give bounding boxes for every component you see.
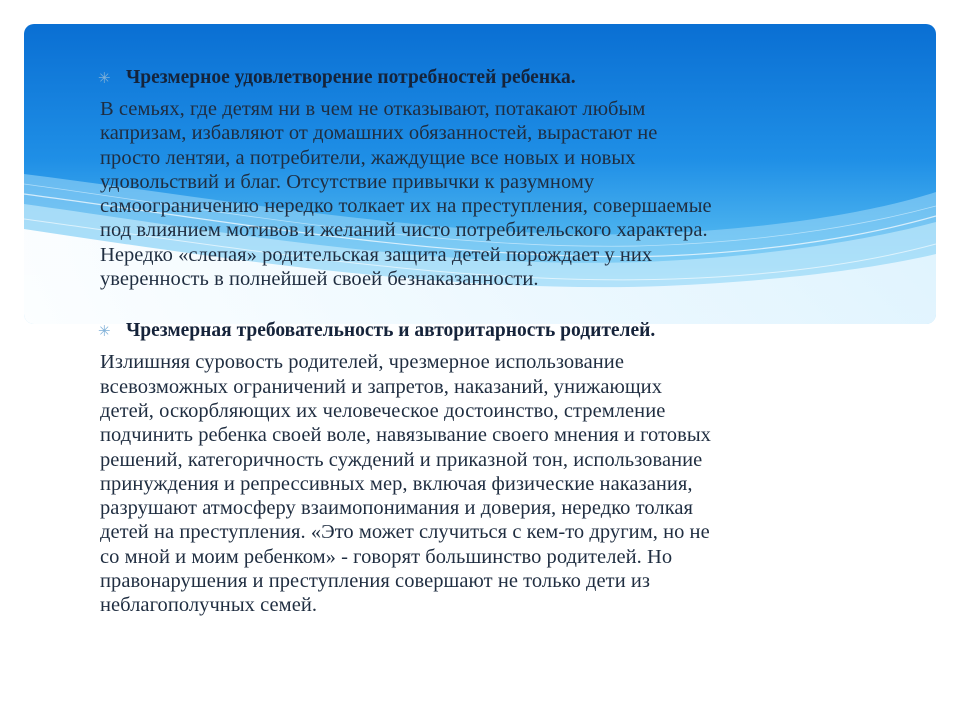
section-overindulgence — [100, 64, 870, 291]
slide-content — [100, 64, 870, 618]
section-authoritarianism — [100, 317, 870, 617]
asterisk-bullet-icon: ✳ — [98, 71, 111, 87]
section-heading: Чрезмерное удовлетворение потребностей ребенка. — [126, 67, 576, 88]
section-heading-row — [100, 64, 870, 93]
section-heading-row — [100, 317, 870, 346]
section-paragraph: В семьях, где детям ни в чем не отказывают, потакают любым капризам, избавляют от домашних обязанностей, вырастают не просто лентяи, а потребители, жаждущие все новых и новых удовольствий и благ. Отсутствие привычки к разумному самоограничению нередко толкает их на преступления, совершаемые под влиянием мотивов и желаний чисто потребительского характера. Нередко «слепая» родительская защита детей порождает у них уверенность в полнейшей своей безнаказанности. — [100, 98, 712, 291]
section-heading: Чрезмерная требовательность и авторитарность родителей. — [126, 320, 656, 342]
section-paragraph: Излишняя суровость родителей, чрезмерное использование всевозможных ограничений и запретов, наказаний, унижающих детей, оскорбляющих их человеческое достоинство, стремление подчинить ребенка своей воле, навязывание своего мнения и готовых решений, категоричность суждений и приказной тон, использование принуждения и репрессивных мер, включая физические наказания, разрушают атмосферу взаимопонимания и доверия, нередко толкая детей на преступления. «Это может случиться с кем-то другим, но не со мной и моим ребенком» - говорят большинство родителей. Но правонарушения и преступления совершают не только дети из неблагополучных семей. — [100, 351, 711, 617]
asterisk-bullet-icon: ✳ — [98, 324, 111, 341]
